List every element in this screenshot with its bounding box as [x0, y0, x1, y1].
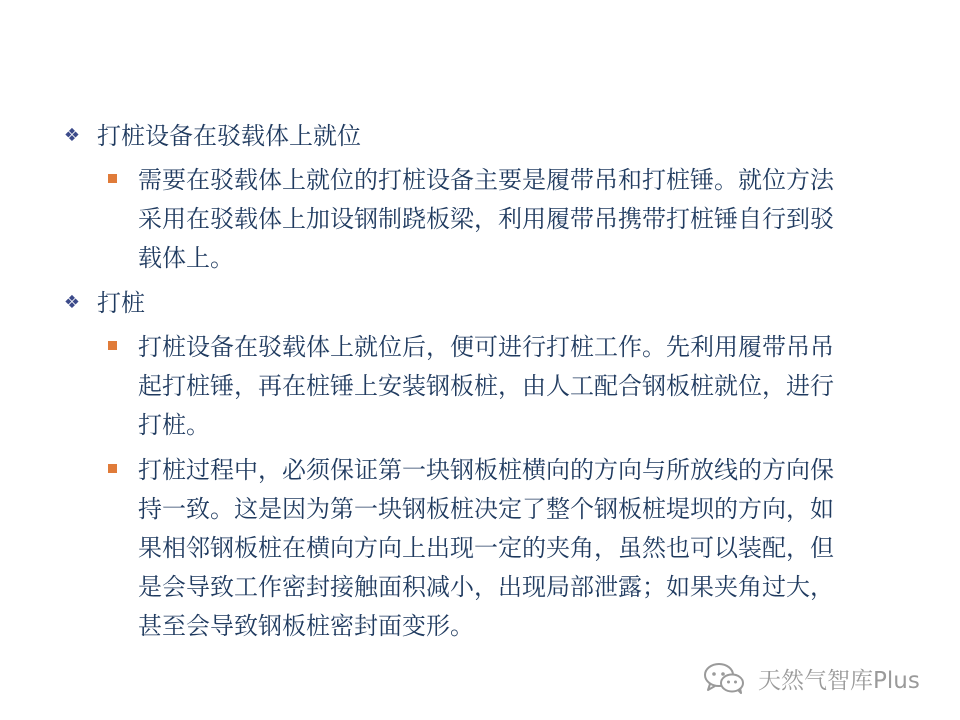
bullet-item-2 [60, 284, 860, 322]
watermark [702, 658, 920, 698]
diamond-bullet-icon: ❖ [63, 292, 81, 313]
sub-bullet-item [138, 161, 838, 278]
bullet-heading: 打桩设备在驳载体上就位 [97, 122, 361, 150]
bullet-item-1 [60, 117, 860, 155]
watermark-text: 天然气智库Plus [758, 667, 920, 694]
sub-bullet-text: 需要在驳载体上就位的打桩设备主要是履带吊和打桩锤。就位方法采用在驳载体上加设钢制跷板梁，利用履带吊携带打桩锤自行到驳载体上。 [138, 166, 834, 272]
square-bullet-icon [108, 464, 117, 473]
wechat-icon [702, 662, 746, 694]
sub-bullet-item [138, 328, 838, 445]
bullet-heading: 打桩 [97, 289, 145, 317]
square-bullet-icon [108, 341, 117, 350]
sub-bullet-text: 打桩过程中，必须保证第一块钢板桩横向的方向与所放线的方向保持一致。这是因为第一块钢板桩决定了整个钢板桩堤坝的方向，如果相邻钢板桩在横向方向上出现一定的夹角，虽然也可以装配，但是会导致工作密封接触面积减小，出现局部泄露；如果夹角过大，甚至会导致钢板桩密封面变形。 [138, 456, 834, 640]
square-bullet-icon [108, 174, 117, 183]
bullet-list [60, 117, 860, 652]
diamond-bullet-icon: ❖ [63, 125, 81, 146]
sub-bullet-item [138, 451, 838, 646]
sub-bullet-text: 打桩设备在驳载体上就位后，便可进行打桩工作。先利用履带吊吊起打桩锤，再在桩锤上安装钢板桩，由人工配合钢板桩就位，进行打桩。 [138, 333, 834, 439]
